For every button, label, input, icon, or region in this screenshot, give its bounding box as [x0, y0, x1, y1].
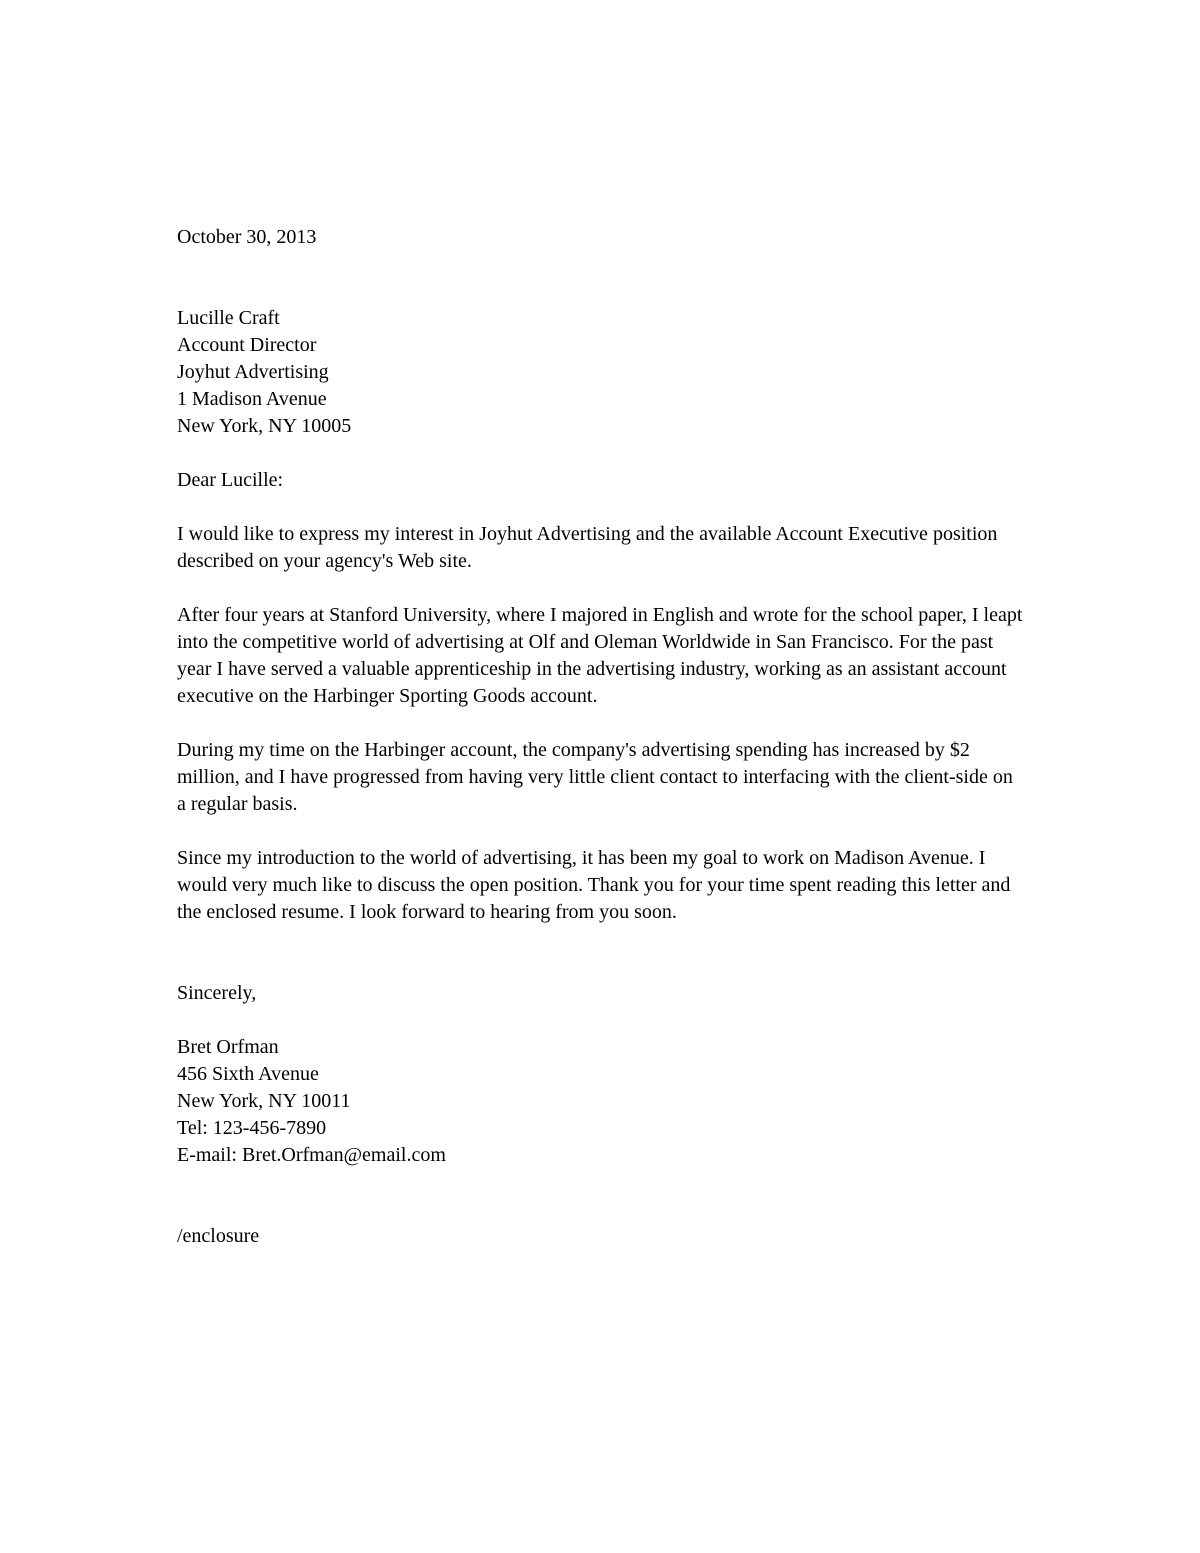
recipient-title: Account Director: [177, 334, 317, 356]
recipient-company: Joyhut Advertising: [177, 361, 329, 383]
sender-signature-block: [177, 1034, 1023, 1169]
sender-email: E-mail: Bret.Orfman@email.com: [177, 1144, 446, 1166]
closing: Sincerely,: [177, 982, 257, 1004]
body-paragraph-4: Since my introduction to the world of advertising, it has been my goal to work on Madison Avenue. I would very much like to discuss the open position. Thank you for your time spent reading this letter and the enclosed resume. I look forward to hearing from you soon.: [177, 847, 1011, 923]
sender-phone: Tel: 123-456-7890: [177, 1117, 327, 1139]
sender-street: 456 Sixth Avenue: [177, 1063, 319, 1085]
body-paragraph-1: I would like to express my interest in Joyhut Advertising and the available Account Executive position described on your agency's Web site.: [177, 523, 998, 572]
recipient-name: Lucille Craft: [177, 307, 280, 329]
enclosure-note: /enclosure: [177, 1225, 260, 1247]
salutation: Dear Lucille:: [177, 469, 284, 491]
sender-city-state-zip: New York, NY 10011: [177, 1090, 351, 1112]
recipient-street: 1 Madison Avenue: [177, 388, 327, 410]
body-paragraph-3: During my time on the Harbinger account, the company's advertising spending has increased by $2 million, and I have progressed from having very little client contact to interfacing with the client-side on a regular basis.: [177, 739, 1013, 815]
letter-body: [177, 224, 1023, 1250]
sender-name: Bret Orfman: [177, 1036, 279, 1058]
letter-date: October 30, 2013: [177, 226, 317, 248]
body-paragraph-2: After four years at Stanford University, where I majored in English and wrote for the school paper, I leapt into the competitive world of advertising at Olf and Oleman Worldwide in San Francisco. For the past year I have served a valuable apprenticeship in the advertising industry, working as an assistant account executive on the Harbinger Sporting Goods account.: [177, 604, 1023, 707]
recipient-city-state-zip: New York, NY 10005: [177, 415, 352, 437]
recipient-address-block: [177, 305, 1023, 440]
